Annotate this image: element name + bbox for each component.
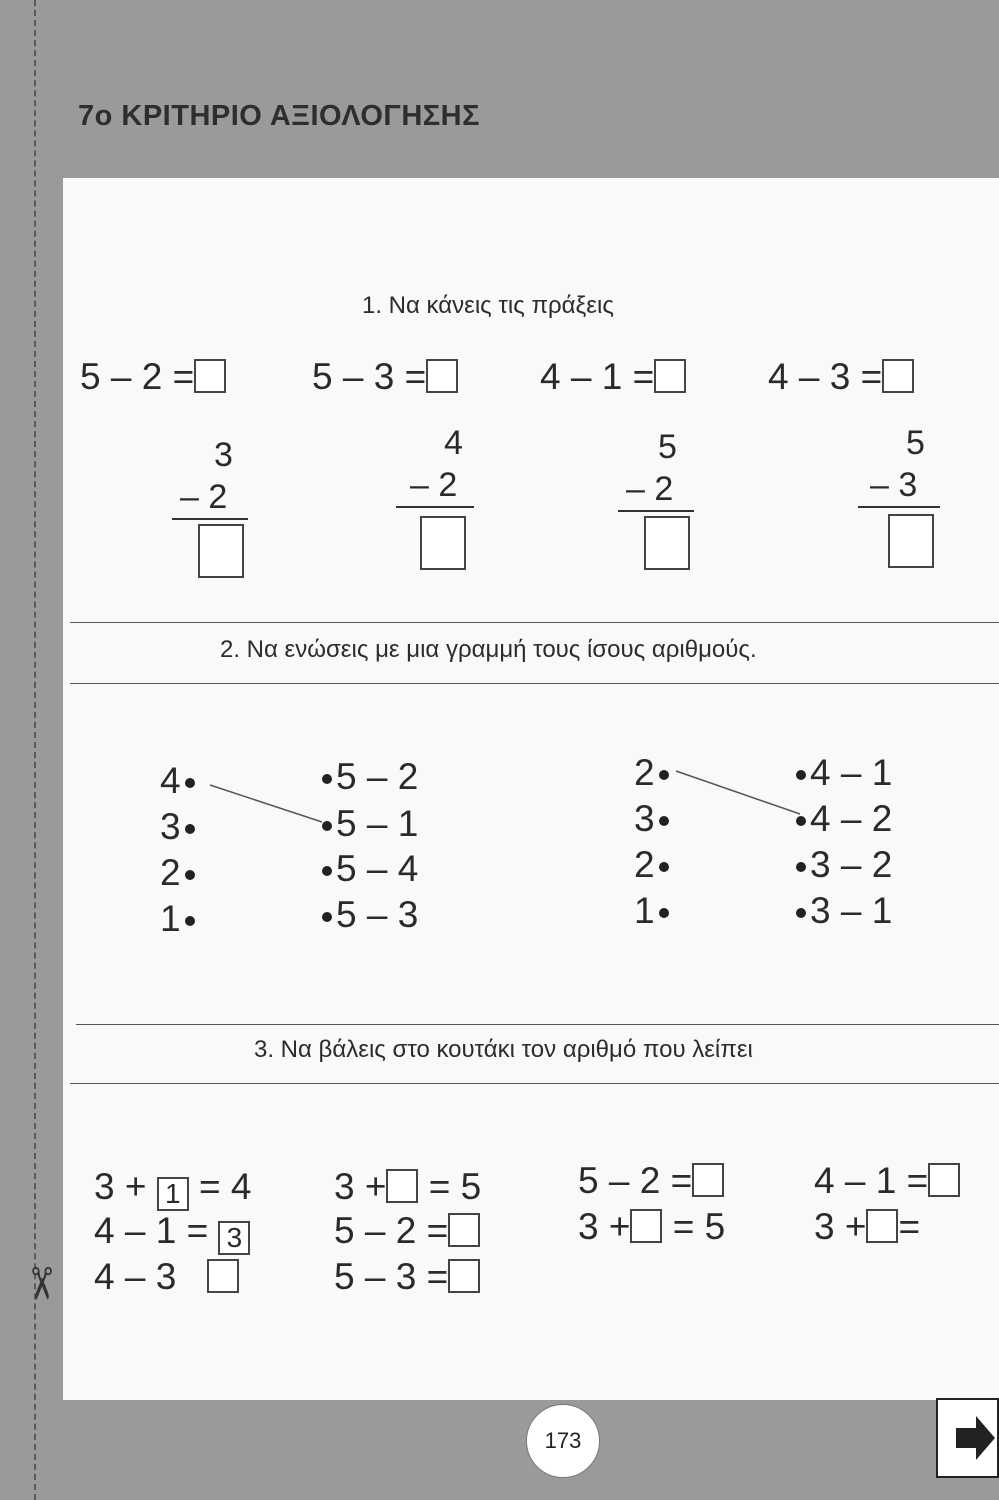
answer-box[interactable]: [448, 1259, 480, 1293]
match-number[interactable]: 2: [160, 852, 199, 894]
missing-number-eq: 5 – 2 =: [578, 1160, 724, 1202]
answer-box[interactable]: [207, 1259, 239, 1293]
missing-number-eq: 3 + =: [814, 1206, 921, 1247]
missing-number-eq: 4 – 1 = 3: [94, 1210, 250, 1255]
section3-heading: 3. Να βάλεις στο κουτάκι τον αριθμό που λείπει: [254, 1036, 753, 1063]
match-number[interactable]: 4: [160, 760, 199, 802]
equation-1: 5 – 2 =: [80, 356, 226, 398]
match-expression[interactable]: 5 – 4: [318, 848, 418, 890]
section1-heading: 1. Να κάνεις τις πράξεις: [362, 292, 614, 319]
next-page-button[interactable]: [936, 1398, 999, 1478]
missing-number-eq: 5 – 3 =: [334, 1256, 480, 1298]
match-expression[interactable]: 4 – 1: [792, 752, 892, 794]
missing-number-eq: 3 + = 5: [578, 1206, 726, 1247]
match-number[interactable]: 1: [160, 898, 199, 940]
match-expression[interactable]: 5 – 3: [318, 894, 418, 936]
match-number[interactable]: 3: [160, 806, 199, 848]
match-number[interactable]: 1: [634, 890, 673, 932]
answer-box[interactable]: [386, 1169, 418, 1203]
vertical-top: 5: [658, 428, 677, 466]
page-number: 173: [526, 1404, 600, 1478]
match-number[interactable]: 2: [634, 844, 673, 886]
vertical-top: 5: [906, 424, 925, 462]
match-expression[interactable]: 4 – 2: [792, 798, 892, 840]
answer-box[interactable]: [866, 1209, 898, 1243]
match-expression[interactable]: 3 – 1: [792, 890, 892, 932]
divider: [70, 1083, 999, 1084]
connector-line: [676, 771, 800, 814]
connector-line: [210, 785, 322, 822]
vertical-top: 4: [444, 424, 463, 462]
vertical-bottom: – 2: [626, 470, 674, 508]
arrow-right-icon: [938, 1400, 997, 1476]
answer-box[interactable]: 1: [157, 1177, 189, 1211]
vertical-bottom: – 3: [870, 466, 918, 504]
answer-box[interactable]: [692, 1163, 724, 1197]
answer-box[interactable]: [448, 1213, 480, 1247]
missing-number-eq: 4 – 1 =: [814, 1160, 960, 1202]
divider: [76, 1024, 999, 1025]
page-title: 7ο ΚΡΙΤΗΡΙΟ ΑΞΙΟΛΟΓΗΣΗΣ: [78, 100, 481, 132]
answer-box[interactable]: [928, 1163, 960, 1197]
missing-number-eq: 3 + = 5: [334, 1166, 482, 1207]
match-number[interactable]: 3: [634, 798, 673, 840]
scissors-icon: ✂: [15, 1265, 65, 1302]
match-expression[interactable]: 5 – 1: [318, 803, 418, 845]
equation-4: 4 – 3 =: [768, 356, 914, 398]
match-expression[interactable]: 3 – 2: [792, 844, 892, 886]
answer-box[interactable]: [630, 1209, 662, 1243]
equation-2: 5 – 3 =: [312, 356, 458, 398]
vertical-bottom: – 2: [410, 466, 458, 504]
section2-heading: 2. Να ενώσεις με μια γραμμή τους ίσους αριθμούς.: [220, 636, 757, 663]
missing-number-eq: 3 + 1 = 4: [94, 1166, 252, 1209]
vertical-bottom: – 2: [180, 478, 228, 516]
match-expression[interactable]: 5 – 2: [318, 756, 418, 798]
answer-box[interactable]: 3: [218, 1221, 250, 1255]
missing-number-eq: 5 – 2 =: [334, 1210, 480, 1252]
match-number[interactable]: 2: [634, 752, 673, 794]
equation-3: 4 – 1 =: [540, 356, 686, 398]
missing-number-eq: 4 – 3: [94, 1256, 239, 1298]
vertical-top: 3: [214, 436, 233, 474]
